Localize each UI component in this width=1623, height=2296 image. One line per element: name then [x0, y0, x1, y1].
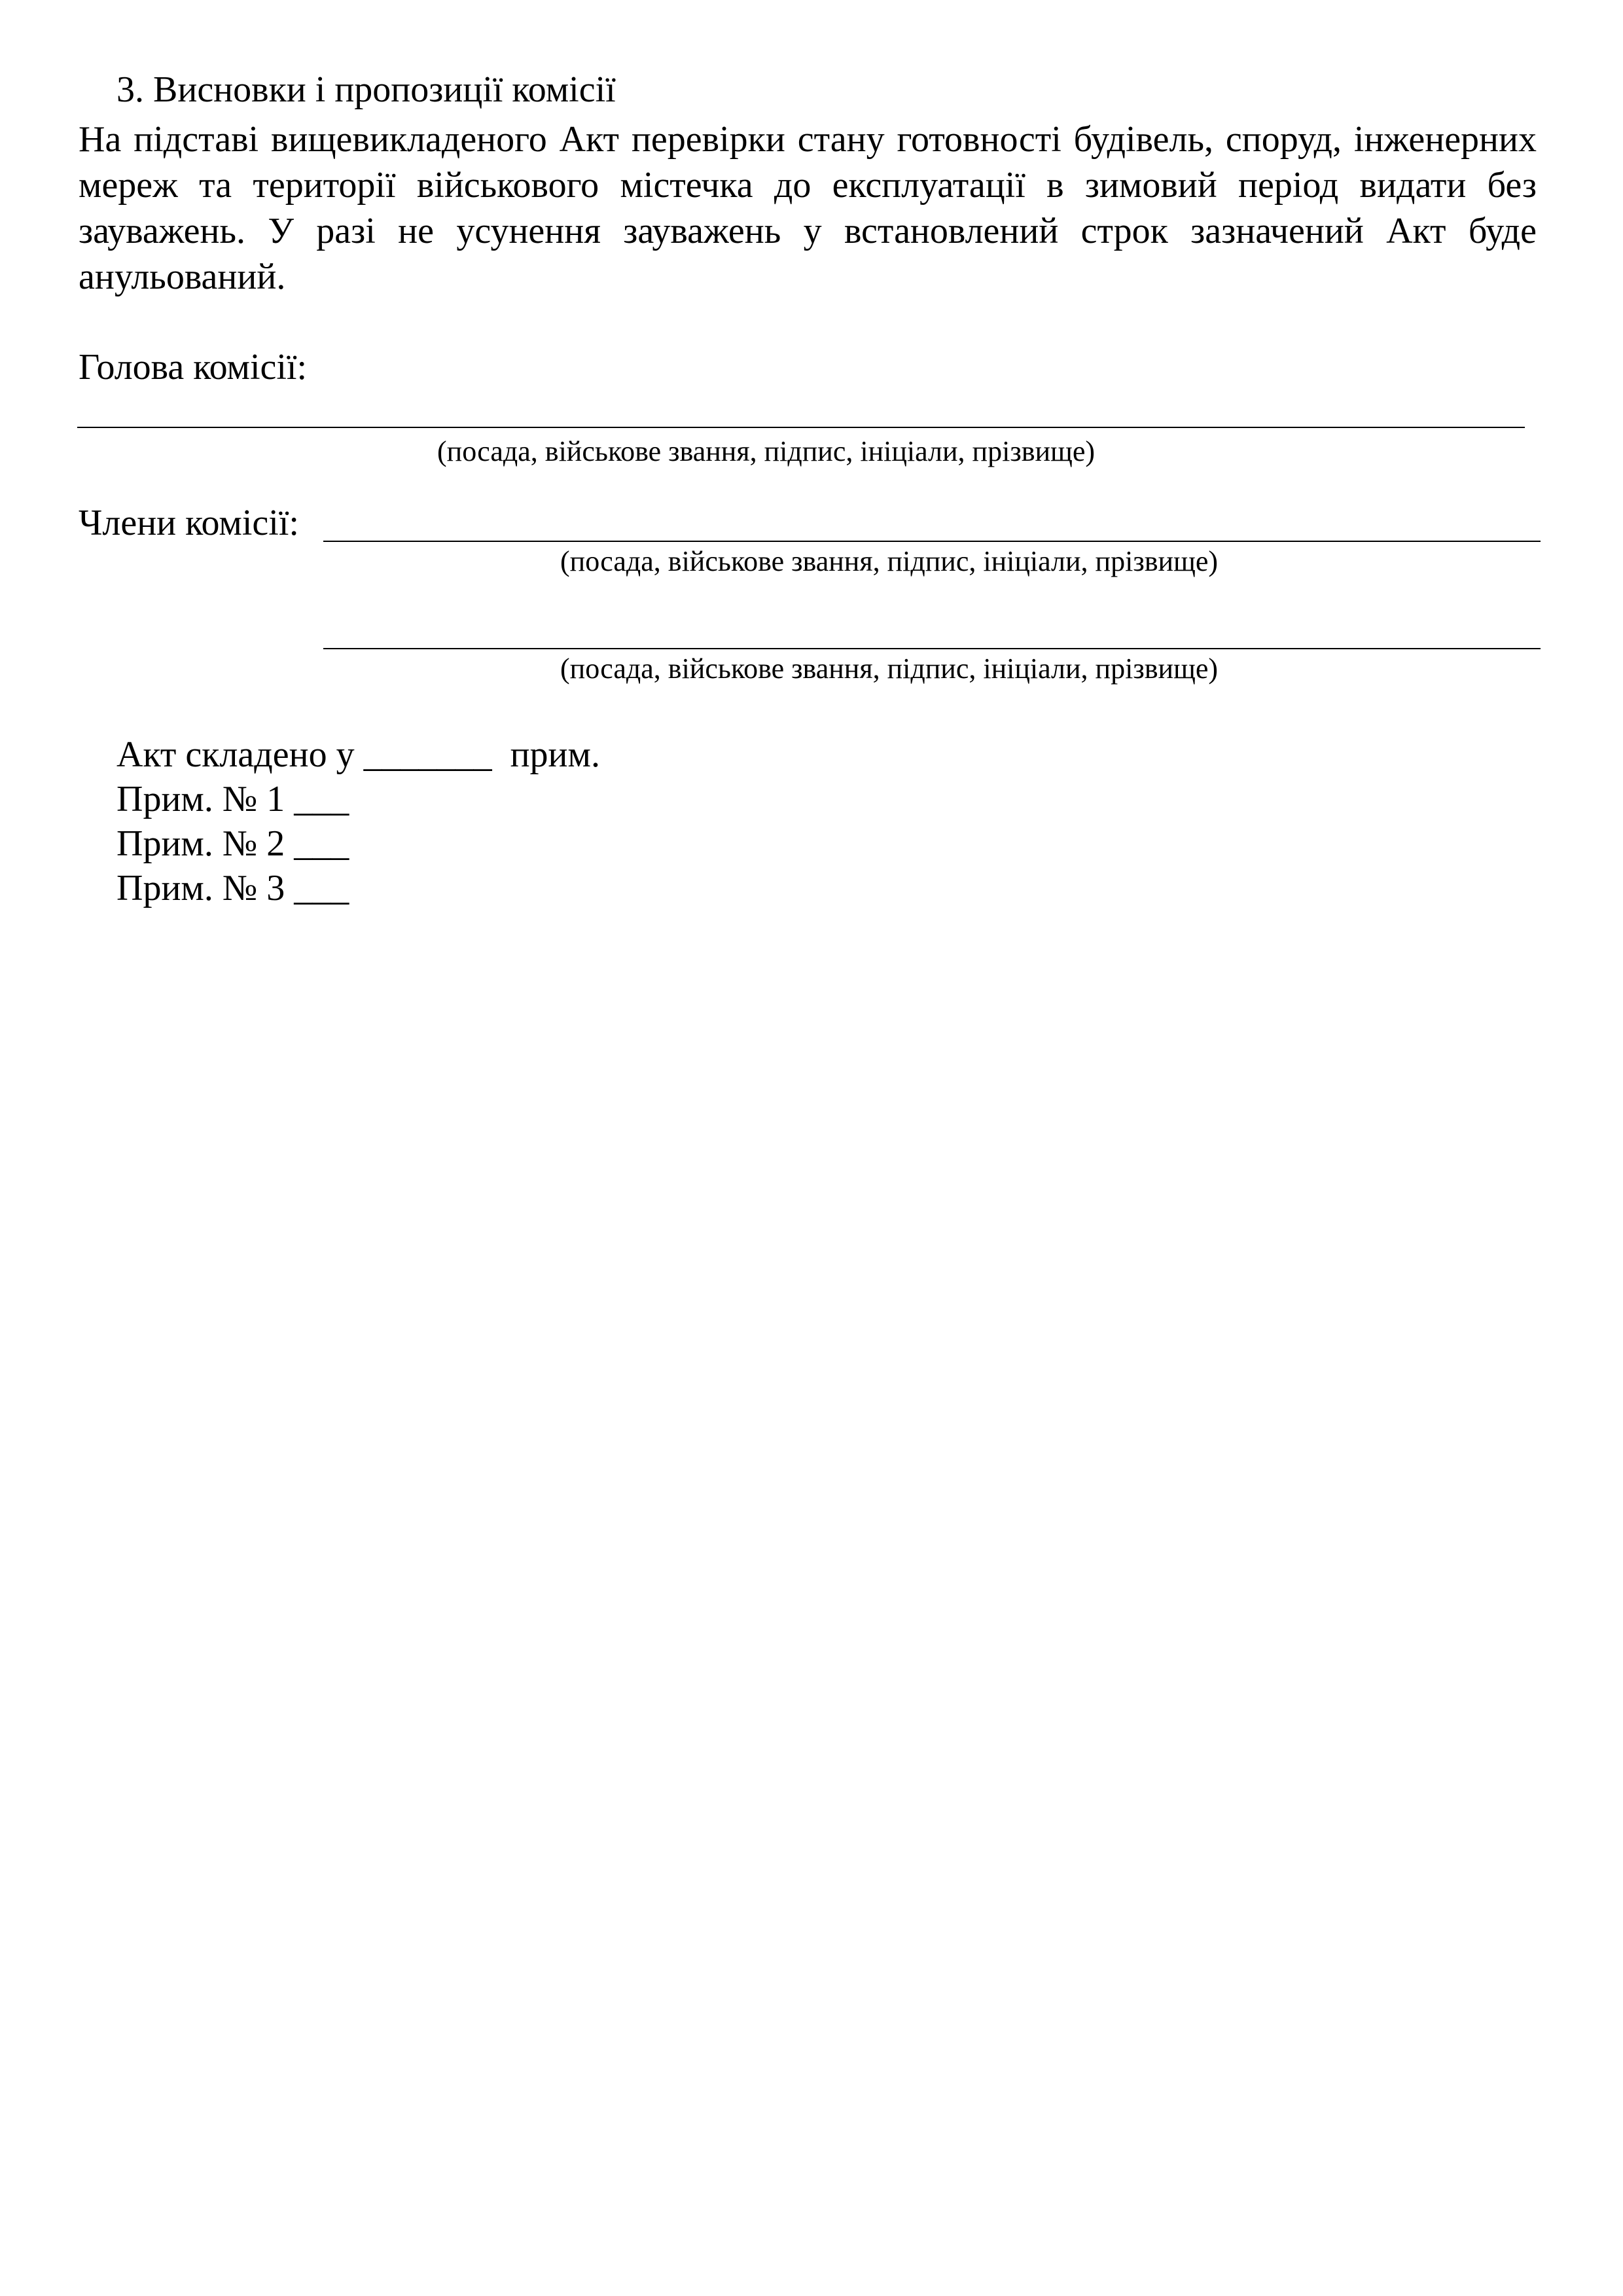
copy-blank[interactable]: ___ — [294, 823, 349, 864]
copies-count-blank[interactable]: _______ — [363, 734, 492, 775]
conclusion-paragraph: На підставі вищевикладеного Акт перевірки стану готовності будівель, споруд, інженерних мереж та території військового містечка до експлуатації в зимовий період видати без зауважень. У разі не усунення зауважень у встановлений строк зазначений Акт буде анульований. — [79, 119, 1537, 297]
copies-line — [116, 733, 600, 777]
member-caption-2: (посада, військове звання, підпис, ініціали, прізвище) — [560, 653, 1219, 685]
copy-blank[interactable]: ___ — [294, 868, 349, 908]
chair-signature-line[interactable] — [77, 427, 1525, 428]
copy-item — [116, 822, 349, 866]
copy-label: Прим. № 3 — [116, 868, 285, 908]
copy-item — [116, 867, 349, 910]
copy-item — [116, 778, 349, 821]
copy-label: Прим. № 2 — [116, 823, 285, 864]
section-heading: 3. Висновки і пропозиції комісії — [116, 69, 616, 110]
copy-label: Прим. № 1 — [116, 779, 285, 819]
copies-suffix: прим. — [510, 734, 600, 775]
chair-label: Голова комісії: — [79, 347, 308, 387]
copy-blank[interactable]: ___ — [294, 779, 349, 819]
members-label: Члени комісії: — [79, 503, 299, 543]
chair-caption: (посада, військове звання, підпис, ініціали, прізвище) — [437, 435, 1096, 467]
member-signature-line-1[interactable] — [323, 541, 1541, 542]
copies-made-label: Акт складено у — [116, 734, 355, 775]
member-caption-1: (посада, військове звання, підпис, ініціали, прізвище) — [560, 545, 1219, 577]
member-signature-line-2[interactable] — [323, 648, 1541, 649]
